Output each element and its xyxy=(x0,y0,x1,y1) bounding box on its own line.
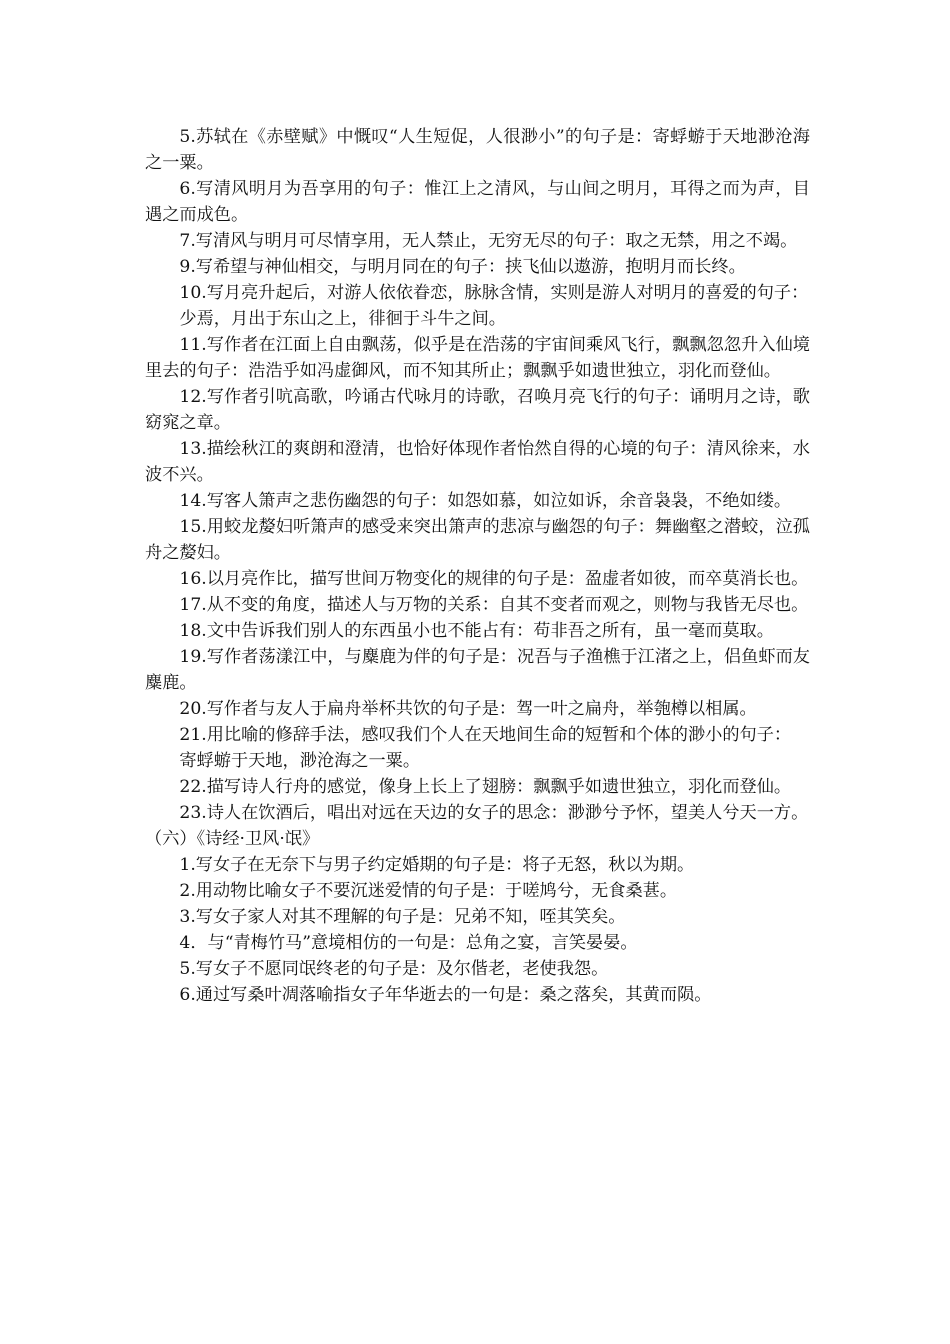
paragraph: 12.写作者引吭高歌，吟诵古代咏月的诗歌，召唤月亮飞行的句子：诵明月之诗，歌窈窕之章。 xyxy=(145,387,810,433)
paragraph: 18.文中告诉我们别人的东西虽小也不能占有：苟非吾之所有，虽一毫而莫取。 xyxy=(179,621,774,641)
paragraph: 13.描绘秋江的爽朗和澄清，也恰好体现作者怡然自得的心境的句子：清风徐来，水波不兴。 xyxy=(145,439,810,485)
paragraph: 寄蜉蝣于天地，渺沧海之一粟。 xyxy=(179,751,421,771)
paragraph: 5.写女子不愿同氓终老的句子是：及尔偕老，老使我怨。 xyxy=(179,959,609,979)
paragraph: 5.苏轼在《赤壁赋》中慨叹“人生短促，人很渺小”的句子是：寄蜉蝣于天地渺沧海之一粟。 xyxy=(145,127,810,173)
paragraph: 14.写客人箫声之悲伤幽怨的句子：如怨如慕，如泣如诉，余音袅袅，不绝如缕。 xyxy=(179,491,792,511)
paragraph: 3.写女子家人对其不理解的句子是：兄弟不知，咥其笑矣。 xyxy=(179,907,626,927)
paragraph: 15.用蛟龙嫠妇听箫声的感受来突出箫声的悲凉与幽怨的句子：舞幽壑之潜蛟，泣孤舟之嫠妇。 xyxy=(145,517,810,563)
paragraph: 23.诗人在饮酒后，唱出对远在天边的女子的思念：渺渺兮予怀，望美人兮天一方。 xyxy=(179,803,809,823)
paragraph: 2.用动物比喻女子不要沉迷爱情的句子是：于嗟鸠兮，无食桑葚。 xyxy=(179,881,678,901)
paragraph: 10.写月亮升起后，对游人依依眷恋，脉脉含情，实则是游人对明月的喜爱的句子： xyxy=(179,283,809,303)
paragraph: 6.写清风明月为吾享用的句子：惟江上之清风，与山间之明月，耳得之而为声，目遇之而成色。 xyxy=(145,179,810,225)
paragraph: 6.通过写桑叶凋落喻指女子年华逝去的一句是：桑之落矣，其黄而陨。 xyxy=(179,985,712,1005)
paragraph: 16.以月亮作比，描写世间万物变化的规律的句子是：盈虚者如彼，而卒莫消长也。 xyxy=(179,569,809,589)
section-heading: （六）《诗经·卫风·氓》 xyxy=(145,829,320,849)
paragraph: 19.写作者荡漾江中，与麋鹿为伴的句子是：况吾与子渔樵于江渚之上，侣鱼虾而友麋鹿。 xyxy=(145,647,810,693)
document-body xyxy=(145,124,810,1008)
paragraph: 4．与“青梅竹马”意境相仿的一句是：总角之宴，言笑晏晏。 xyxy=(179,933,638,953)
paragraph: 1.写女子在无奈下与男子约定婚期的句子是：将子无怒，秋以为期。 xyxy=(179,855,695,875)
paragraph: 11.写作者在江面上自由飘荡，似乎是在浩荡的宇宙间乘风飞行，飘飘忽忽升入仙境里去的句子：浩浩乎如冯虚御风，而不知其所止；飘飘乎如遗世独立，羽化而登仙。 xyxy=(145,335,810,381)
paragraph: 7.写清风与明月可尽情享用，无人禁止，无穷无尽的句子：取之无禁，用之不竭。 xyxy=(179,231,798,251)
paragraph: 17.从不变的角度，描述人与万物的关系：自其不变者而观之，则物与我皆无尽也。 xyxy=(179,595,809,615)
paragraph: 20.写作者与友人于扁舟举杯共饮的句子是：驾一叶之扁舟，举匏樽以相属。 xyxy=(179,699,757,719)
paragraph: 22.描写诗人行舟的感觉，像身上长上了翅膀：飘飘乎如遗世独立，羽化而登仙。 xyxy=(179,777,792,797)
paragraph: 少焉，月出于东山之上，徘徊于斗牛之间。 xyxy=(179,309,506,329)
paragraph: 21.用比喻的修辞手法，感叹我们个人在天地间生命的短暂和个体的渺小的句子： xyxy=(179,725,792,745)
paragraph: 9.写希望与神仙相交，与明月同在的句子：挟飞仙以遨游，抱明月而长终。 xyxy=(179,257,746,277)
